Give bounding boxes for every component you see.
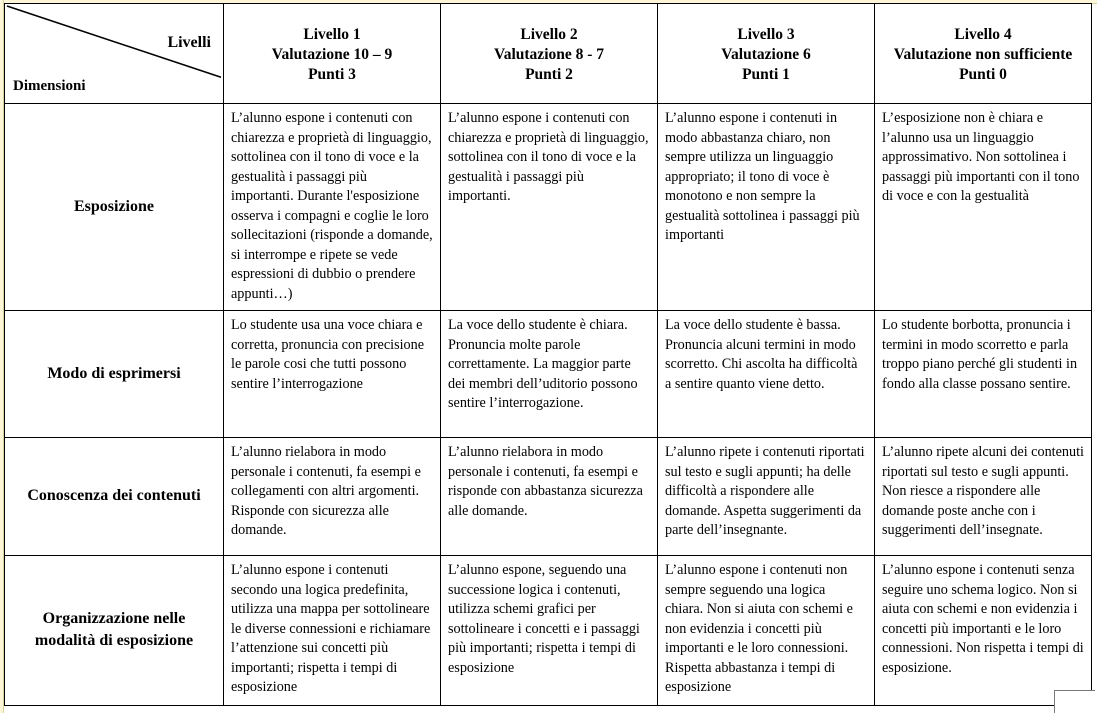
page-corner-marker bbox=[1054, 690, 1095, 713]
cell-conoscenza-livello-2: L’alunno rielabora in modo personale i contenuti, fa esempi e risponde con abbastanza sicurezza alle domande. bbox=[441, 438, 658, 556]
level-1-punti: Punti 3 bbox=[308, 65, 356, 83]
cell-esposizione-livello-4: L’esposizione non è chiara e l’alunno usa un linguaggio approssimativo. Non sottolinea i passaggi più importanti con il tono di voce e con la gestualità bbox=[875, 104, 1092, 311]
cell-organizzazione-livello-3: L’alunno espone i contenuti non sempre seguendo una logica chiara. Non si aiuta con schemi e non evidenzia i concetti più importanti e le loro connessioni. Rispetta abbastanza i tempi di esposizione bbox=[658, 556, 875, 706]
cell-esposizione-livello-3: L’alunno espone i contenuti in modo abbastanza chiaro, non sempre utilizza un linguaggio appropriato; il tono di voce è monotono e non sempre la gestualità sottolinea i passaggi più importanti bbox=[658, 104, 875, 311]
header-level-4 bbox=[875, 4, 1092, 104]
level-2-name: Livello 2 bbox=[520, 25, 578, 43]
level-3-punti: Punti 1 bbox=[742, 65, 790, 83]
axis-levels-label: Livelli bbox=[167, 34, 211, 51]
dimension-label-conoscenza-dei-contenuti: Conoscenza dei contenuti bbox=[5, 438, 224, 556]
level-2-punti: Punti 2 bbox=[525, 65, 573, 83]
header-level-1 bbox=[224, 4, 441, 104]
level-3-valutazione: Valutazione 6 bbox=[721, 45, 811, 63]
cell-modo-di-esprimersi-livello-2: La voce dello studente è chiara. Pronuncia molte parole correttamente. La maggior parte dei membri dell’uditorio possono sentire l’interrogazione. bbox=[441, 311, 658, 438]
table-header-row bbox=[5, 4, 1092, 104]
level-2-valutazione: Valutazione 8 - 7 bbox=[493, 45, 605, 63]
level-3-name: Livello 3 bbox=[737, 25, 795, 43]
level-1-name: Livello 1 bbox=[303, 25, 361, 43]
dimension-label-organizzazione: Organizzazione nelle modalità di esposizione bbox=[5, 556, 224, 706]
cell-organizzazione-livello-1: L’alunno espone i contenuti secondo una logica predefinita, utilizza una mappa per sottolineare le diverse connessioni e richiamare l’attenzione sui concetti più importanti; rispetta i tempi di esposizione bbox=[224, 556, 441, 706]
cell-conoscenza-livello-1: L’alunno rielabora in modo personale i contenuti, fa esempi e collegamenti con altri argomenti. Risponde con sicurezza alle domande. bbox=[224, 438, 441, 556]
dimension-label-esposizione: Esposizione bbox=[5, 104, 224, 311]
cell-organizzazione-livello-2: L’alunno espone, seguendo una successione logica i contenuti, utilizza schemi grafici per sottolineare i concetti e i passaggi più importanti; rispetta i tempi di esposizione bbox=[441, 556, 658, 706]
cell-modo-di-esprimersi-livello-1: Lo studente usa una voce chiara e corretta, pronuncia con precisione le parole cosi che tutti possono sentire l’interrogazione bbox=[224, 311, 441, 438]
level-4-name: Livello 4 bbox=[954, 25, 1012, 43]
level-1-valutazione: Valutazione 10 – 9 bbox=[271, 45, 393, 63]
table-row bbox=[5, 311, 1092, 438]
cell-esposizione-livello-1: L’alunno espone i contenuti con chiarezza e proprietà di linguaggio, sottolinea con il tono di voce e la gestualità i passaggi più importanti. Durante l'esposizione osserva i compagni e coglie le loro sollecitazioni (risponde a domande, si interrompe e ripete se vede espressioni di dubbio o prendere appunti…) bbox=[224, 104, 441, 311]
axis-dimensions-label: Dimensioni bbox=[13, 78, 86, 94]
dimension-label-modo-di-esprimersi: Modo di esprimersi bbox=[5, 311, 224, 438]
level-4-valutazione: Valutazione non sufficiente bbox=[893, 45, 1073, 63]
cell-organizzazione-livello-4: L’alunno espone i contenuti senza seguire uno schema logico. Non si aiuta con schemi e non evidenzia i concetti più importanti e le loro connessioni. Non rispetta i tempi di esposizione. bbox=[875, 556, 1092, 706]
rubric-table bbox=[4, 3, 1092, 706]
table-row bbox=[5, 556, 1092, 706]
level-4-punti: Punti 0 bbox=[959, 65, 1007, 83]
cell-modo-di-esprimersi-livello-4: Lo studente borbotta, pronuncia i termini in modo scorretto e parla troppo piano perché gli studenti in fondo alla classe possano sentire. bbox=[875, 311, 1092, 438]
header-axis-cell bbox=[5, 4, 224, 104]
header-level-3 bbox=[658, 4, 875, 104]
header-level-2 bbox=[441, 4, 658, 104]
table-row bbox=[5, 104, 1092, 311]
cell-conoscenza-livello-3: L’alunno ripete i contenuti riportati sul testo e sugli appunti; ha delle difficoltà a rispondere alle domande. Aspetta suggerimenti da parte dell’insegnante. bbox=[658, 438, 875, 556]
table-row bbox=[5, 438, 1092, 556]
cell-esposizione-livello-2: L’alunno espone i contenuti con chiarezza e proprietà di linguaggio, sottolinea con il tono di voce e la gestualità i passaggi più importanti. bbox=[441, 104, 658, 311]
cell-modo-di-esprimersi-livello-3: La voce dello studente è bassa. Pronuncia alcuni termini in modo scorretto. Chi ascolta ha difficoltà a sentire quanto viene detto. bbox=[658, 311, 875, 438]
cell-conoscenza-livello-4: L’alunno ripete alcuni dei contenuti riportati sul testo e sugli appunti. Non riesce a rispondere alle domande poste anche con i suggerimenti dell’insegnate. bbox=[875, 438, 1092, 556]
